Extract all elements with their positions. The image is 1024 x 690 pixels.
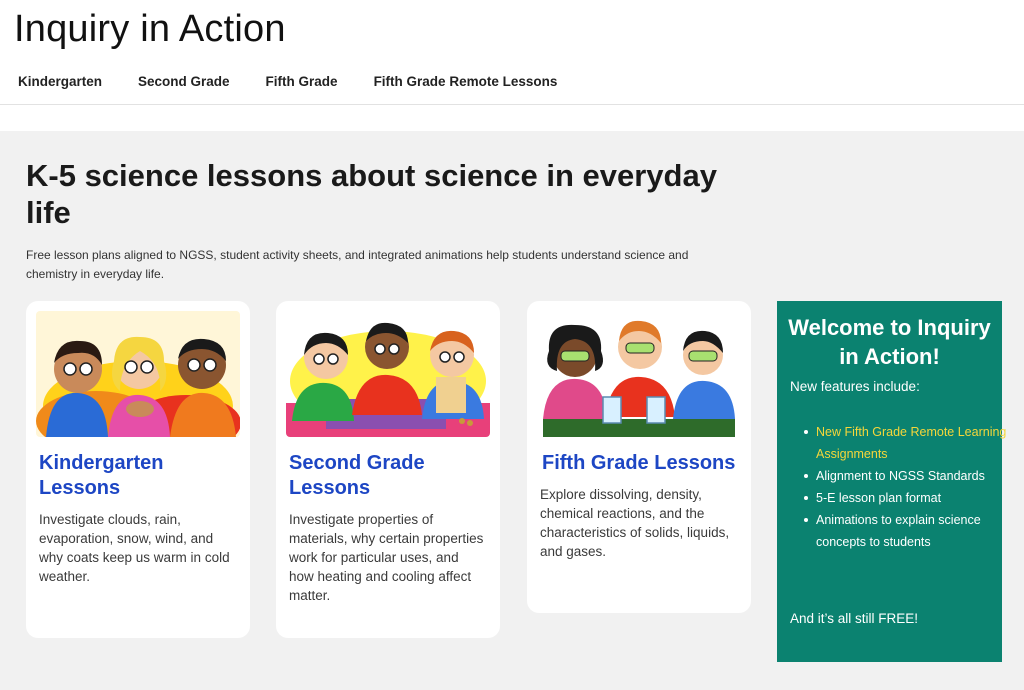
welcome-intro: New features include: <box>790 379 920 394</box>
kindergarten-description: Investigate clouds, rain, evaporation, snow, wind, and why coats keep us warm in cold weather. <box>39 512 230 584</box>
nav-item-fifth-grade[interactable]: Fifth Grade <box>265 74 338 89</box>
second-grade-illustration[interactable] <box>286 311 490 437</box>
nav-item-kindergarten[interactable]: Kindergarten <box>18 74 103 89</box>
feature-list <box>790 421 1016 553</box>
site-title[interactable]: Inquiry in Action <box>14 8 286 50</box>
feature-item: Animations to explain science concepts to students <box>816 509 1016 553</box>
second-grade-card[interactable] <box>276 301 500 638</box>
fifth-grade-illustration[interactable] <box>537 311 741 437</box>
main-nav <box>18 74 593 89</box>
welcome-title: Welcome to Inquiry in Action! <box>788 315 991 369</box>
fifth-grade-description: Explore dissolving, density, chemical reactions, and the characteristics of solids, liquids, and gases. <box>540 487 730 559</box>
kindergarten-lessons-link[interactable]: Kindergarten Lessons <box>39 452 164 499</box>
fifth-grade-lessons-link[interactable]: Fifth Grade Lessons <box>542 452 736 474</box>
nav-item-second-grade[interactable]: Second Grade <box>138 74 230 89</box>
feature-item: 5-E lesson plan format <box>816 487 1016 509</box>
welcome-outro: And it’s all still FREE! <box>790 611 919 626</box>
hero-title: K-5 science lessons about science in everyday life <box>26 158 717 230</box>
nav-item-fifth-grade-remote-lessons[interactable]: Fifth Grade Remote Lessons <box>373 74 558 89</box>
fifth-grade-card[interactable] <box>527 301 751 613</box>
hero-description: Free lesson plans aligned to NGSS, student activity sheets, and integrated animations help students understand science and chemistry in everyday life. <box>26 248 689 281</box>
kindergarten-illustration[interactable] <box>36 311 240 437</box>
feature-item[interactable] <box>816 421 1016 465</box>
second-grade-lessons-link[interactable]: Second Grade Lessons <box>289 452 425 499</box>
main-content <box>0 131 1024 690</box>
remote-learning-assignments-link[interactable]: New Fifth Grade Remote Learning Assignments <box>816 425 1007 461</box>
feature-item: Alignment to NGSS Standards <box>816 465 1016 487</box>
kindergarten-card[interactable] <box>26 301 250 638</box>
second-grade-description: Investigate properties of materials, why certain properties work for particular uses, and how heating and cooling affect matter. <box>289 512 484 603</box>
site-header <box>0 0 1024 105</box>
welcome-panel <box>777 301 1007 662</box>
